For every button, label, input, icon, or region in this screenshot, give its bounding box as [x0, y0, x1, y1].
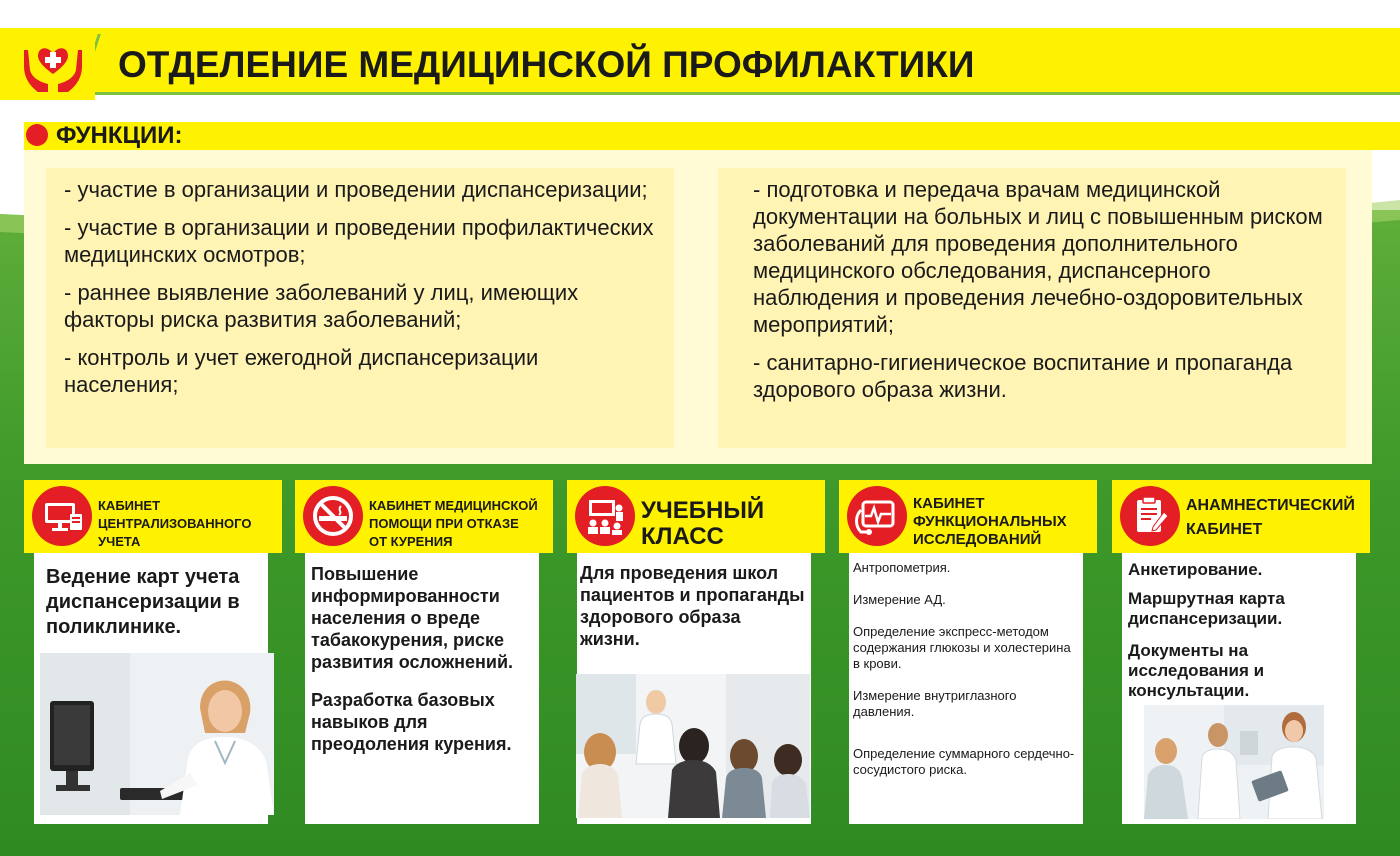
- functions-right-column: [718, 168, 1346, 448]
- function-item: - подготовка и передача врачам медицинской документации на больных и лиц с повышенным риском заболеваний для проведения дополнительного медицинского обследования, диспансерного наблюдения и проведения лечебно-оздоровительных мероприятий;: [753, 177, 1323, 337]
- heart-hands-icon: [18, 36, 88, 96]
- card-body: [577, 553, 811, 824]
- function-item: - контроль и учет ежегодной диспансеризации населения;: [64, 345, 539, 397]
- functions-band: [24, 122, 1400, 150]
- function-item: - санитарно-гигиеническое воспитание и пропаганда здорового образа жизни.: [753, 350, 1293, 402]
- function-item: - участие в организации и проведении профилактических медицинских осмотров;: [64, 215, 654, 267]
- ecg-monitor-icon: [847, 486, 907, 546]
- doctors-consultation-photo: [1144, 705, 1324, 819]
- card-title: КАБИНЕТ ФУНКЦИОНАЛЬНЫХ ИССЛЕДОВАНИЙ: [913, 495, 1067, 548]
- card-title: КАБИНЕТ ЦЕНТРАЛИЗОВАННОГО УЧЕТА: [98, 498, 252, 549]
- computer-monitor-icon: [32, 486, 92, 546]
- card-smoking-cessation: [295, 480, 553, 824]
- card-body: [305, 553, 539, 824]
- card-text: Для проведения школ пациентов и пропаганды здорового образа жизни.: [580, 563, 805, 649]
- no-smoking-icon: [303, 486, 363, 546]
- card-anamnesis: [1112, 480, 1370, 824]
- card-text: Антропометрия. Измерение АД. Определение экспресс-методом содержания глюкозы и холестерина в крови. Измерение внутриглазного давления. Определение суммарного сердечно-сосудистого риска.: [853, 560, 1075, 777]
- card-title: КАБИНЕТ МЕДИЦИНСКОЙ ПОМОЩИ ПРИ ОТКАЗЕ ОТ КУРЕНИЯ: [369, 498, 538, 549]
- card-text: Ведение карт учета диспансеризации в поликлинике.: [46, 566, 240, 638]
- card-title: АНАМНЕСТИЧЕСКИЙ КАБИНЕТ: [1186, 497, 1355, 538]
- page-title: ОТДЕЛЕНИЕ МЕДИЦИНСКОЙ ПРОФИЛАКТИКИ: [118, 44, 975, 85]
- card-training-class: [567, 480, 825, 824]
- functions-left-column: [46, 168, 674, 448]
- card-text: Анкетирование. Маршрутная карта диспансеризации. Документы на исследования и консультации.: [1128, 560, 1285, 700]
- function-item: - раннее выявление заболеваний у лиц, имеющих факторы риска развития заболеваний;: [64, 280, 579, 332]
- card-body: [1122, 553, 1356, 824]
- card-title: УЧЕБНЫЙ КЛАСС: [641, 497, 765, 550]
- card-text: Повышение информированности населения о вреде табакокурения, риске развития осложнений. Разработка базовых навыков для преодоления курения.: [311, 564, 514, 754]
- card-functional-diagnostics: [839, 480, 1097, 824]
- functions-title: ФУНКЦИИ:: [56, 122, 183, 149]
- card-body: [34, 553, 268, 824]
- function-item: - участие в организации и проведении диспансеризации;: [64, 177, 648, 202]
- card-body: [849, 553, 1083, 824]
- classroom-icon: [575, 486, 635, 546]
- card-dispensary-registry: [24, 480, 282, 824]
- clipboard-pen-icon: [1120, 486, 1180, 546]
- classroom-lecture-photo: [576, 674, 810, 818]
- functions-bullet-icon: [26, 124, 48, 146]
- doctor-at-computer-photo: [40, 653, 274, 815]
